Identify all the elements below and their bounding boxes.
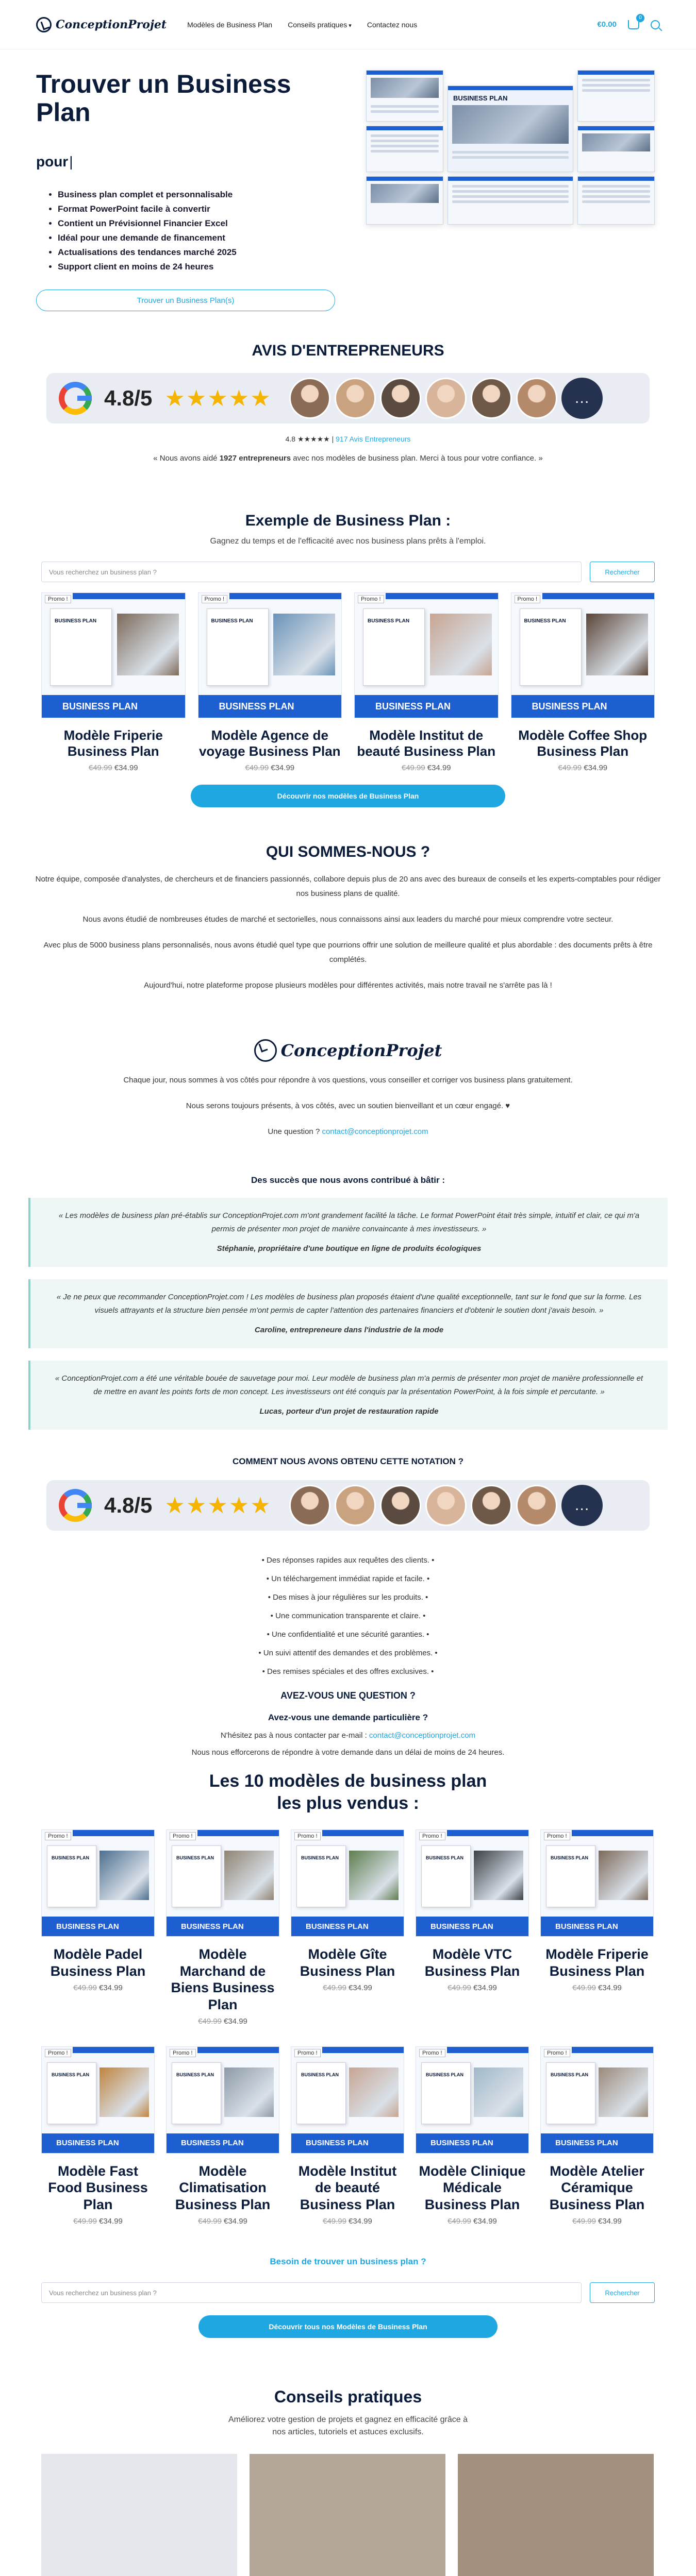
trust-count: 1927 entrepreneurs [219, 454, 291, 463]
discover-all-models-button[interactable]: Découvrir tous nos Modèles de Business Plan [198, 2315, 498, 2338]
product-band: BUSINESS PLAN [355, 695, 498, 718]
old-price: €49.99 [198, 2016, 222, 2026]
product-price [511, 764, 655, 772]
old-price: €49.99 [448, 2217, 471, 2226]
product-card[interactable] [166, 2046, 279, 2226]
product-card[interactable] [41, 1829, 155, 2026]
trust-statement [0, 454, 696, 463]
contact-email-link[interactable]: contact@conceptionprojet.com [322, 1127, 428, 1137]
hero-bullet-list [36, 188, 351, 274]
response-time-line: Nous nous efforcerons de répondre à votre demande dans un délai de moins de 24 heures. [191, 1748, 505, 1757]
bestsellers-row-1 [41, 1829, 655, 2026]
avatar [471, 378, 512, 419]
old-price: €49.99 [572, 1984, 596, 1993]
product-photo [599, 2067, 648, 2117]
product-name[interactable]: Modèle Atelier Céramique Business Plan [549, 2163, 645, 2212]
reviews-section [0, 327, 696, 463]
promo-badge: Promo ! [45, 2049, 71, 2057]
product-name[interactable]: Modèle Climatisation Business Plan [175, 2163, 271, 2212]
site-logo[interactable] [36, 17, 167, 32]
blog-post-image[interactable] [458, 2454, 654, 2576]
product-photo [273, 614, 335, 675]
reviews-count-link[interactable]: 917 Avis Entrepreneurs [336, 435, 411, 443]
product-band: BUSINESS PLAN [416, 1917, 528, 1936]
hero-typed-text: pour | [36, 154, 351, 170]
promo-badge: Promo ! [294, 2049, 321, 2057]
success-title: Des succès que nous avons contribué à bâtir : [251, 1175, 445, 1185]
product-band: BUSINESS PLAN [167, 1917, 279, 1936]
rating-reason: • Un téléchargement immédiat rapide et facile. • [266, 1574, 430, 1584]
rating-summary [0, 435, 696, 444]
product-photo [430, 614, 492, 675]
avatar [425, 378, 467, 419]
rating-box-2 [46, 1480, 650, 1531]
hero-slides-collage [366, 70, 655, 225]
hero-section [0, 49, 696, 327]
hero-slide [577, 126, 655, 172]
product-price [166, 2217, 279, 2226]
old-price: €49.99 [401, 764, 425, 773]
product-photo [599, 1851, 648, 1900]
cart-count-badge: 0 [636, 14, 644, 22]
product-card[interactable] [354, 592, 499, 772]
promo-badge: Promo ! [419, 1832, 445, 1840]
sale-price: €34.99 [473, 2217, 497, 2226]
sale-price: €34.99 [99, 1984, 123, 1993]
product-image[interactable] [41, 1829, 155, 1937]
contact-email-link[interactable]: contact@conceptionprojet.com [369, 1731, 476, 1740]
product-name[interactable]: Modèle Fast Food Business Plan [48, 2163, 148, 2212]
find-business-plan-button[interactable]: Trouver un Business Plan(s) [36, 290, 335, 311]
reviewer-avatars [289, 1485, 603, 1526]
hero-slide [448, 176, 573, 225]
avatar [289, 378, 330, 419]
product-card[interactable] [540, 2046, 654, 2226]
product-card[interactable] [416, 2046, 529, 2226]
hero-bullet: • Contient un Prévisionnel Financier Excel [58, 216, 351, 231]
discover-models-button[interactable]: Découvrir nos modèles de Business Plan [191, 785, 505, 807]
bestsellers-row-2 [41, 2046, 655, 2226]
sale-price: €34.99 [598, 2217, 622, 2226]
product-price [198, 764, 342, 772]
product-image[interactable] [354, 592, 499, 718]
product-band: BUSINESS PLAN [42, 1917, 154, 1936]
site-header [0, 0, 696, 49]
about-contact-line [28, 1125, 668, 1139]
avatar [516, 1485, 557, 1526]
nav-contact[interactable]: Contactez nous [367, 20, 418, 29]
sale-price: €34.99 [271, 764, 295, 773]
logo-text: ConceptionProjet [56, 18, 167, 31]
hero-bullet: • Actualisations des tendances marché 2025 [58, 245, 351, 260]
doc-cover: BUSINESS PLAN [546, 1845, 595, 1907]
product-card[interactable] [416, 1829, 529, 2026]
hero-slide [366, 70, 443, 122]
search-icon[interactable] [651, 20, 660, 29]
about-logo [0, 1039, 696, 1062]
avatar [516, 378, 557, 419]
more-reviewers-icon: … [561, 378, 603, 419]
product-card[interactable] [41, 592, 186, 772]
hero-slide [577, 70, 655, 122]
rating-reason: • Un suivi attentif des demandes et des problèmes. • [258, 1649, 438, 1658]
hero-slide [366, 126, 443, 172]
nav-business-plan-models[interactable]: Modèles de Business Plan [187, 20, 273, 29]
sale-price: €34.99 [114, 764, 138, 773]
bestsellers-search-input[interactable]: Vous recherchez un business plan ? [41, 2282, 582, 2303]
more-reviewers-icon: … [561, 1485, 603, 1526]
hero-slide-title: BUSINESS PLAN [453, 94, 508, 102]
bestsellers-search-row [41, 2282, 655, 2303]
doc-cover: BUSINESS PLAN [50, 608, 112, 686]
avatar [380, 1485, 421, 1526]
sale-price: €34.99 [473, 1984, 497, 1993]
need-plan-title: Besoin de trouver un business plan ? [270, 2257, 426, 2267]
product-band: BUSINESS PLAN [541, 1917, 653, 1936]
doc-cover: BUSINESS PLAN [47, 1845, 96, 1907]
product-price [354, 764, 499, 772]
blog-post-grid [41, 2454, 655, 2576]
header-actions [597, 15, 660, 29]
hero-bullet: • Business plan complet et personnalisable [58, 188, 351, 202]
product-image[interactable] [166, 1829, 279, 1937]
product-name[interactable]: Modèle Agence de voyage Business Plan [198, 727, 341, 759]
about-paragraph: Avec plus de 5000 business plans personnalisés, nous avons étudié quel type que pourrions offrir une solution de meilleure qualité et plus abordable : des documents prêts à être complétés. [43, 941, 653, 964]
old-price: €49.99 [558, 764, 582, 773]
promo-badge: Promo ! [45, 595, 71, 603]
about-title: QUI SOMMES-NOUS ? [266, 843, 430, 861]
avatar [289, 1485, 330, 1526]
product-band: BUSINESS PLAN [291, 2133, 404, 2153]
old-price: €49.99 [73, 2217, 97, 2226]
product-price [41, 2217, 155, 2226]
blog-post-image[interactable] [41, 2454, 237, 2576]
old-price: €49.99 [73, 1984, 97, 1993]
product-photo [586, 614, 648, 675]
product-photo [100, 1851, 149, 1900]
sale-price: €34.99 [224, 2217, 247, 2226]
product-price [291, 1984, 404, 1992]
doc-cover: BUSINESS PLAN [520, 608, 582, 686]
product-band: BUSINESS PLAN [511, 695, 655, 718]
promo-badge: Promo ! [544, 2049, 570, 2057]
promo-badge: Promo ! [419, 2049, 445, 2057]
product-band: BUSINESS PLAN [291, 1917, 404, 1936]
product-card[interactable] [291, 1829, 404, 2026]
product-image[interactable] [166, 2046, 279, 2154]
about-paragraph: Nous avons étudié de nombreuses études de marché et sectorielles, nous connaissons ainsi aux leaders du marché pour mieux comprendre votre secteur. [82, 915, 614, 924]
product-name[interactable]: Modèle Clinique Médicale Business Plan [419, 2163, 526, 2212]
blog-post-card[interactable] [458, 2454, 654, 2576]
rating-stars-icon: ★★★★★ [164, 1493, 272, 1518]
product-name[interactable]: Modèle Institut de beauté Business Plan [298, 2163, 397, 2212]
sale-price: €34.99 [224, 2016, 247, 2026]
cart-amount[interactable]: €0.00 [597, 20, 617, 29]
old-price: €49.99 [198, 2217, 222, 2226]
bestsellers-title: Les 10 modèles de business plan les plus vendus : [209, 1771, 487, 1813]
blog-post-image[interactable] [250, 2454, 445, 2576]
rating-how-title: COMMENT NOUS AVONS OBTENU CETTE NOTATION ? [233, 1456, 463, 1467]
reviews-title: AVIS D'ENTREPRENEURS [252, 342, 444, 359]
sale-price: €34.99 [349, 2217, 372, 2226]
contact-prefix: Une question ? [268, 1127, 320, 1137]
product-price [291, 2217, 404, 2226]
product-card[interactable] [540, 1829, 654, 2026]
product-band: BUSINESS PLAN [541, 2133, 653, 2153]
examples-title: Exemple de Business Plan : [245, 512, 451, 529]
product-name[interactable]: Modèle VTC Business Plan [424, 1946, 520, 1979]
promo-badge: Promo ! [45, 1832, 71, 1840]
product-name[interactable]: Modèle Friperie Business Plan [63, 727, 163, 759]
product-photo [224, 1851, 274, 1900]
examples-card-grid [41, 592, 655, 772]
product-image[interactable] [540, 1829, 654, 1937]
rating-reasons-list [0, 1551, 696, 1681]
hero-main-slide [448, 86, 573, 172]
blog-post-card[interactable] [41, 2454, 237, 2576]
sale-price: €34.99 [427, 764, 451, 773]
rating-score: 4.8/5 [104, 386, 153, 410]
product-price [540, 2217, 654, 2226]
hero-bullet: • Support client en moins de 24 heures [58, 260, 351, 274]
rating-stars-icon: ★★★★★ [164, 385, 272, 411]
blog-subtitle: Améliorez votre gestion de projets et gagnez en efficacité grâce à nos articles, tutoriels et astuces exclusifs. [228, 2415, 468, 2437]
product-band: BUSINESS PLAN [167, 2133, 279, 2153]
product-image[interactable] [416, 2046, 529, 2154]
old-price: €49.99 [323, 1984, 346, 1993]
old-price: €49.99 [245, 764, 269, 773]
testimonial-author: Stéphanie, propriétaire d'une boutique en ligne de produits écologiques [217, 1244, 482, 1253]
avatar [425, 1485, 467, 1526]
bestsellers-search-button[interactable]: Rechercher [590, 2282, 655, 2303]
doc-cover: BUSINESS PLAN [421, 2062, 471, 2124]
product-price [166, 2017, 279, 2026]
about-paragraph: Notre équipe, composée d'analystes, de chercheurs et de financiers passionnés, collabore depuis plus de 20 ans avec des bureaux de conseils et les experts-comptables pour rédiger nos business plans de qualité. [35, 875, 661, 899]
hero-bullet: • Idéal pour une demande de financement [58, 231, 351, 245]
doc-cover: BUSINESS PLAN [172, 2062, 221, 2124]
rating-reason: • Une communication transparente et claire. • [270, 1612, 426, 1621]
product-card[interactable] [166, 1829, 279, 2026]
trust-text: « Nous avons aidé [153, 454, 218, 463]
promo-badge: Promo ! [515, 595, 541, 603]
product-photo [117, 614, 179, 675]
contact-text: N'hésitez pas à nous contacter par e-mail : [220, 1731, 367, 1740]
doc-cover: BUSINESS PLAN [47, 2062, 96, 2124]
testimonial-author: Caroline, entrepreneure dans l'industrie de la mode [254, 1326, 444, 1335]
avatar [380, 378, 421, 419]
logo-mark-icon [36, 17, 52, 32]
doc-cover: BUSINESS PLAN [207, 608, 269, 686]
doc-cover: BUSINESS PLAN [172, 1845, 221, 1907]
examples-search-input[interactable]: Vous recherchez un business plan ? [41, 562, 582, 582]
product-photo [349, 1851, 399, 1900]
product-card[interactable] [198, 592, 342, 772]
old-price: €49.99 [88, 764, 112, 773]
product-band: BUSINESS PLAN [42, 695, 185, 718]
product-photo [349, 2067, 399, 2117]
product-photo [474, 2067, 523, 2117]
hero-title: Trouver un Business Plan [36, 70, 291, 127]
doc-cover: BUSINESS PLAN [421, 1845, 471, 1907]
testimonial-text: « Les modèles de business plan pré-établis sur ConceptionProjet.com m'ont grandement facilité la tâche. Le format PowerPoint était très simple, intuitif et clair, ce qui m'a permis de présenter mon projet de manière convaincante à mes investisseurs. » [58, 1211, 640, 1234]
doc-cover: BUSINESS PLAN [296, 2062, 346, 2124]
hero-bullet: • Format PowerPoint facile à convertir [58, 202, 351, 216]
product-image[interactable] [41, 592, 186, 718]
product-image[interactable] [540, 2046, 654, 2154]
rating-box [46, 373, 650, 423]
rating-reason: • Des remises spéciales et des offres exclusives. • [262, 1667, 434, 1676]
examples-search-button[interactable]: Rechercher [590, 562, 655, 582]
logo-mark-icon [254, 1039, 277, 1062]
about-paragraph: Aujourd'hui, notre plateforme propose plusieurs modèles pour différentes activités, mais notre travail ne s'arrête pas là ! [144, 981, 552, 990]
product-image[interactable] [416, 1829, 529, 1937]
google-logo-icon [59, 1489, 92, 1522]
product-name[interactable]: Modèle Coffee Shop Business Plan [518, 727, 648, 759]
product-image[interactable] [511, 592, 655, 718]
promo-badge: Promo ! [170, 1832, 196, 1840]
about-paragraph: Nous serons toujours présents, à vos côtés, avec un soutien bienveillant et un cœur engagé. ♥ [186, 1101, 510, 1111]
product-price [416, 2217, 529, 2226]
sale-price: €34.99 [598, 1984, 622, 1993]
doc-cover: BUSINESS PLAN [546, 2062, 595, 2124]
avatar [335, 1485, 376, 1526]
old-price: €49.99 [448, 1984, 471, 1993]
about-section [0, 807, 696, 1757]
product-band: BUSINESS PLAN [416, 2133, 528, 2153]
promo-badge: Promo ! [170, 2049, 196, 2057]
testimonial [28, 1198, 668, 1267]
rating-reason: • Des mises à jour régulières sur les produits. • [268, 1593, 428, 1602]
examples-search-row [41, 562, 655, 582]
hero-slide [577, 176, 655, 225]
old-price: €49.99 [323, 2217, 346, 2226]
trust-text: avec nos modèles de business plan. Merci à tous pour votre confiance. » [293, 454, 543, 463]
product-photo [474, 1851, 523, 1900]
avatar [471, 1485, 512, 1526]
blog-section [0, 2338, 696, 2576]
product-name[interactable]: Modèle Gîte Business Plan [300, 1946, 395, 1979]
product-card[interactable] [511, 592, 655, 772]
promo-badge: Promo ! [544, 1832, 570, 1840]
rating-reason: • Des réponses rapides aux requêtes des clients. • [261, 1556, 435, 1565]
doc-cover: BUSINESS PLAN [363, 608, 425, 686]
bestsellers-section [0, 1757, 696, 2338]
product-price [416, 1984, 529, 1992]
product-price [41, 1984, 155, 1992]
nav-practical-tips[interactable]: Conseils pratiques ▾ [288, 21, 352, 29]
product-image[interactable] [41, 2046, 155, 2154]
rating-reason: • Une confidentialité et une sécurité garanties. • [267, 1630, 429, 1639]
examples-subtitle: Gagnez du temps et de l'efficacité avec nos business plans prêts à l'emploi. [210, 537, 486, 546]
doc-cover: BUSINESS PLAN [296, 1845, 346, 1907]
testimonial-text: « ConceptionProjet.com a été une véritable bouée de sauvetage pour moi. Leur modèle de business plan m'a permis de présenter mon projet de manière professionnelle et de mettre en avant les points forts de mon concept. Les investisseurs ont été conquis par la présentation PowerPoint, à la fois simple et percutante. » [55, 1374, 643, 1397]
contact-line [0, 1731, 696, 1740]
rating-score: 4.8/5 [104, 1493, 153, 1518]
product-name[interactable]: Modèle Marchand de Biens Business Plan [171, 1946, 275, 2012]
sale-price: €34.99 [584, 764, 608, 773]
product-image[interactable] [291, 1829, 404, 1937]
blog-post-card[interactable] [250, 2454, 445, 2576]
product-photo [224, 2067, 274, 2117]
product-band: BUSINESS PLAN [198, 695, 342, 718]
testimonial-author: Lucas, porteur d'un projet de restauration rapide [259, 1407, 439, 1416]
testimonial-text: « Je ne peux que recommander ConceptionProjet.com ! Les modèles de business plan proposés étaient d'une qualité exceptionnelle, tant sur le fond que sur la forme. Les visuels attrayants et la structure bien pensée m'ont permis de capter l'attention des partenaires financiers et d'obtenir le soutien dont j'avais besoin. » [56, 1293, 642, 1315]
logo-text: ConceptionProjet [280, 1041, 442, 1061]
product-card[interactable] [291, 2046, 404, 2226]
old-price: €49.99 [572, 2217, 596, 2226]
reviewer-avatars [289, 378, 603, 419]
testimonial [28, 1279, 668, 1348]
google-logo-icon [59, 382, 92, 415]
request-title: Avez-vous une demande particulière ? [268, 1713, 428, 1723]
promo-badge: Promo ! [202, 595, 228, 603]
promo-badge: Promo ! [358, 595, 384, 603]
product-photo [100, 2067, 149, 2117]
promo-badge: Promo ! [294, 1832, 321, 1840]
rating-summary-text: 4.8 ★★★★★ | [285, 435, 334, 443]
main-nav [187, 21, 417, 29]
product-name[interactable]: Modèle Institut de beauté Business Plan [357, 727, 496, 759]
question-title: AVEZ-VOUS UNE QUESTION ? [280, 1690, 416, 1701]
avatar [335, 378, 376, 419]
product-band: BUSINESS PLAN [42, 2133, 154, 2153]
cart-icon[interactable] [628, 15, 642, 29]
product-name[interactable]: Modèle Friperie Business Plan [545, 1946, 649, 1979]
hero-slide [366, 176, 443, 225]
sale-price: €34.99 [349, 1984, 372, 1993]
about-paragraph: Chaque jour, nous sommes à vos côtés pour répondre à vos questions, vous conseiller et corriger vos business plans gratuitement. [123, 1076, 573, 1085]
testimonial [28, 1361, 668, 1430]
sale-price: €34.99 [99, 2217, 123, 2226]
product-card[interactable] [41, 2046, 155, 2226]
product-name[interactable]: Modèle Padel Business Plan [50, 1946, 146, 1979]
product-price [41, 764, 186, 772]
blog-title: Conseils pratiques [274, 2387, 422, 2406]
product-price [540, 1984, 654, 1992]
examples-section [0, 463, 696, 807]
product-image[interactable] [198, 592, 342, 718]
product-image[interactable] [291, 2046, 404, 2154]
